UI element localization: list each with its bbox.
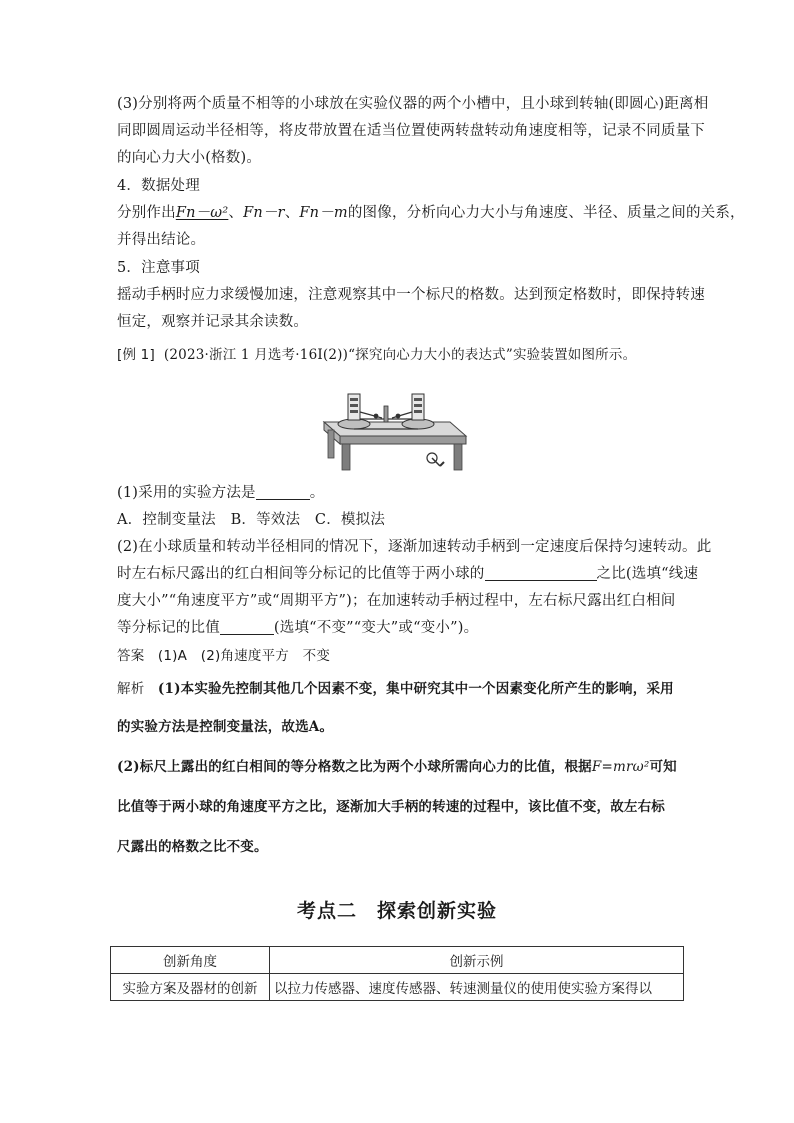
example-label: [例 1] — [117, 347, 155, 363]
question-2-line4-a: 等分标记的比值 — [117, 620, 220, 636]
equation-fn-r: Fn－r — [243, 205, 285, 221]
answer-blank-2[interactable] — [485, 564, 597, 581]
section-5-line1: 摇动手柄时应力求缓慢加速，注意观察其中一个标尺的格数。达到预定格数时，即保持转速 — [117, 287, 705, 303]
question-1-options: A．控制变量法 B．等效法 C．模拟法 — [117, 512, 386, 528]
table-header-cell: 创新角度 — [111, 947, 270, 974]
paragraph-step3-line1: (3)分别将两个质量不相等的小球放在实验仪器的两个小槽中，且小球到转轴(即圆心)距离相 — [117, 96, 709, 112]
example-text: (2023·浙江 1 月选考·16Ⅰ(2))“探究向心力大小的表达式”实验装置如图所示。 — [163, 347, 637, 363]
question-1-line — [117, 480, 687, 506]
question-1-text: (1)采用的实验方法是 — [117, 485, 256, 501]
analysis-formula: F=mrω² — [591, 759, 650, 775]
analysis-line3-a: (2)标尺上露出的红白相间的等分格数之比为两个小球所需向心力的比值，根据 — [117, 759, 592, 775]
question-1-end: 。 — [309, 485, 325, 501]
table-row — [111, 974, 684, 1001]
paragraph-step3-line2: 同即圆周运动半径相等，将皮带放置在适当位置使两转盘转动角速度相等，记录不同质量下 — [117, 123, 705, 139]
analysis-label: 解析 — [117, 681, 145, 697]
analysis-line4: 比值等于两小球的角速度平方之比，逐渐加大手柄的转速的过程中，该比值不变，故左右标 — [117, 799, 665, 815]
analysis-line3-b: 可知 — [649, 759, 677, 775]
section-4-title: 4．数据处理 — [117, 178, 200, 194]
innovation-table — [110, 946, 684, 1001]
section-4-line2: 并得出结论。 — [117, 232, 206, 248]
section-4-line1 — [117, 200, 745, 226]
equation-fn-omega: Fn－ω² — [175, 205, 229, 221]
analysis-line3 — [117, 754, 687, 780]
section-4-prefix: 分别作出 — [117, 205, 176, 221]
question-2-line4-b: (选填“不变”“变大”或“变小”)。 — [273, 620, 479, 636]
question-2-line2 — [117, 561, 699, 587]
section-4-suffix: 的图像，分析向心力大小与角速度、半径、质量之间的关系， — [347, 205, 745, 221]
section-5-title: 5．注意事项 — [117, 260, 200, 276]
question-2-line4 — [117, 615, 687, 641]
answer-line — [117, 643, 687, 669]
analysis-text-1: (1)本实验先控制其他几个因素不变，集中研究其中一个因素变化所产生的影响，采用 — [157, 681, 674, 697]
question-2-line1: (2)在小球质量和转动半径相同的情况下，逐渐加速转动手柄到一定速度后保持匀速转动。此 — [117, 539, 712, 555]
answer-text: (1)A (2)角速度平方 不变 — [157, 648, 331, 664]
centripetal-force-apparatus-figure — [320, 392, 470, 482]
question-2-line3: 度大小”“角速度平方”或“周期平方”)；在加速转动手柄过程中，左右标尺露出红白相间 — [117, 593, 676, 609]
section-5-line2: 恒定，观察并记录其余读数。 — [117, 314, 309, 330]
table-cell: 以拉力传感器、速度传感器、转速测量仪的使用使实验方案得以 — [270, 974, 684, 1001]
example-1-line — [117, 342, 687, 368]
question-2-line2-b: 之比(选填“线速 — [596, 566, 699, 582]
separator: 、 — [284, 205, 300, 221]
analysis-line1 — [117, 676, 687, 702]
answer-blank-1[interactable] — [256, 483, 310, 500]
separator: 、 — [228, 205, 244, 221]
table-cell: 实验方案及器材的创新 — [111, 974, 270, 1001]
table-header-cell: 创新示例 — [270, 947, 684, 974]
question-2-line2-a: 时左右标尺露出的红白相间等分标记的比值等于两小球的 — [117, 566, 485, 582]
analysis-line5: 尺露出的格数之比不变。 — [117, 839, 268, 855]
table-header-row — [111, 947, 684, 974]
paragraph-step3-line3: 的向心力大小(格数)。 — [117, 150, 262, 166]
answer-label: 答案 — [117, 648, 145, 664]
analysis-line2: 的实验方法是控制变量法，故选A。 — [117, 719, 334, 735]
answer-blank-3[interactable] — [220, 618, 274, 635]
equation-fn-m: Fn－m — [299, 205, 348, 221]
section-heading: 考点二 探索创新实验 — [296, 900, 497, 922]
